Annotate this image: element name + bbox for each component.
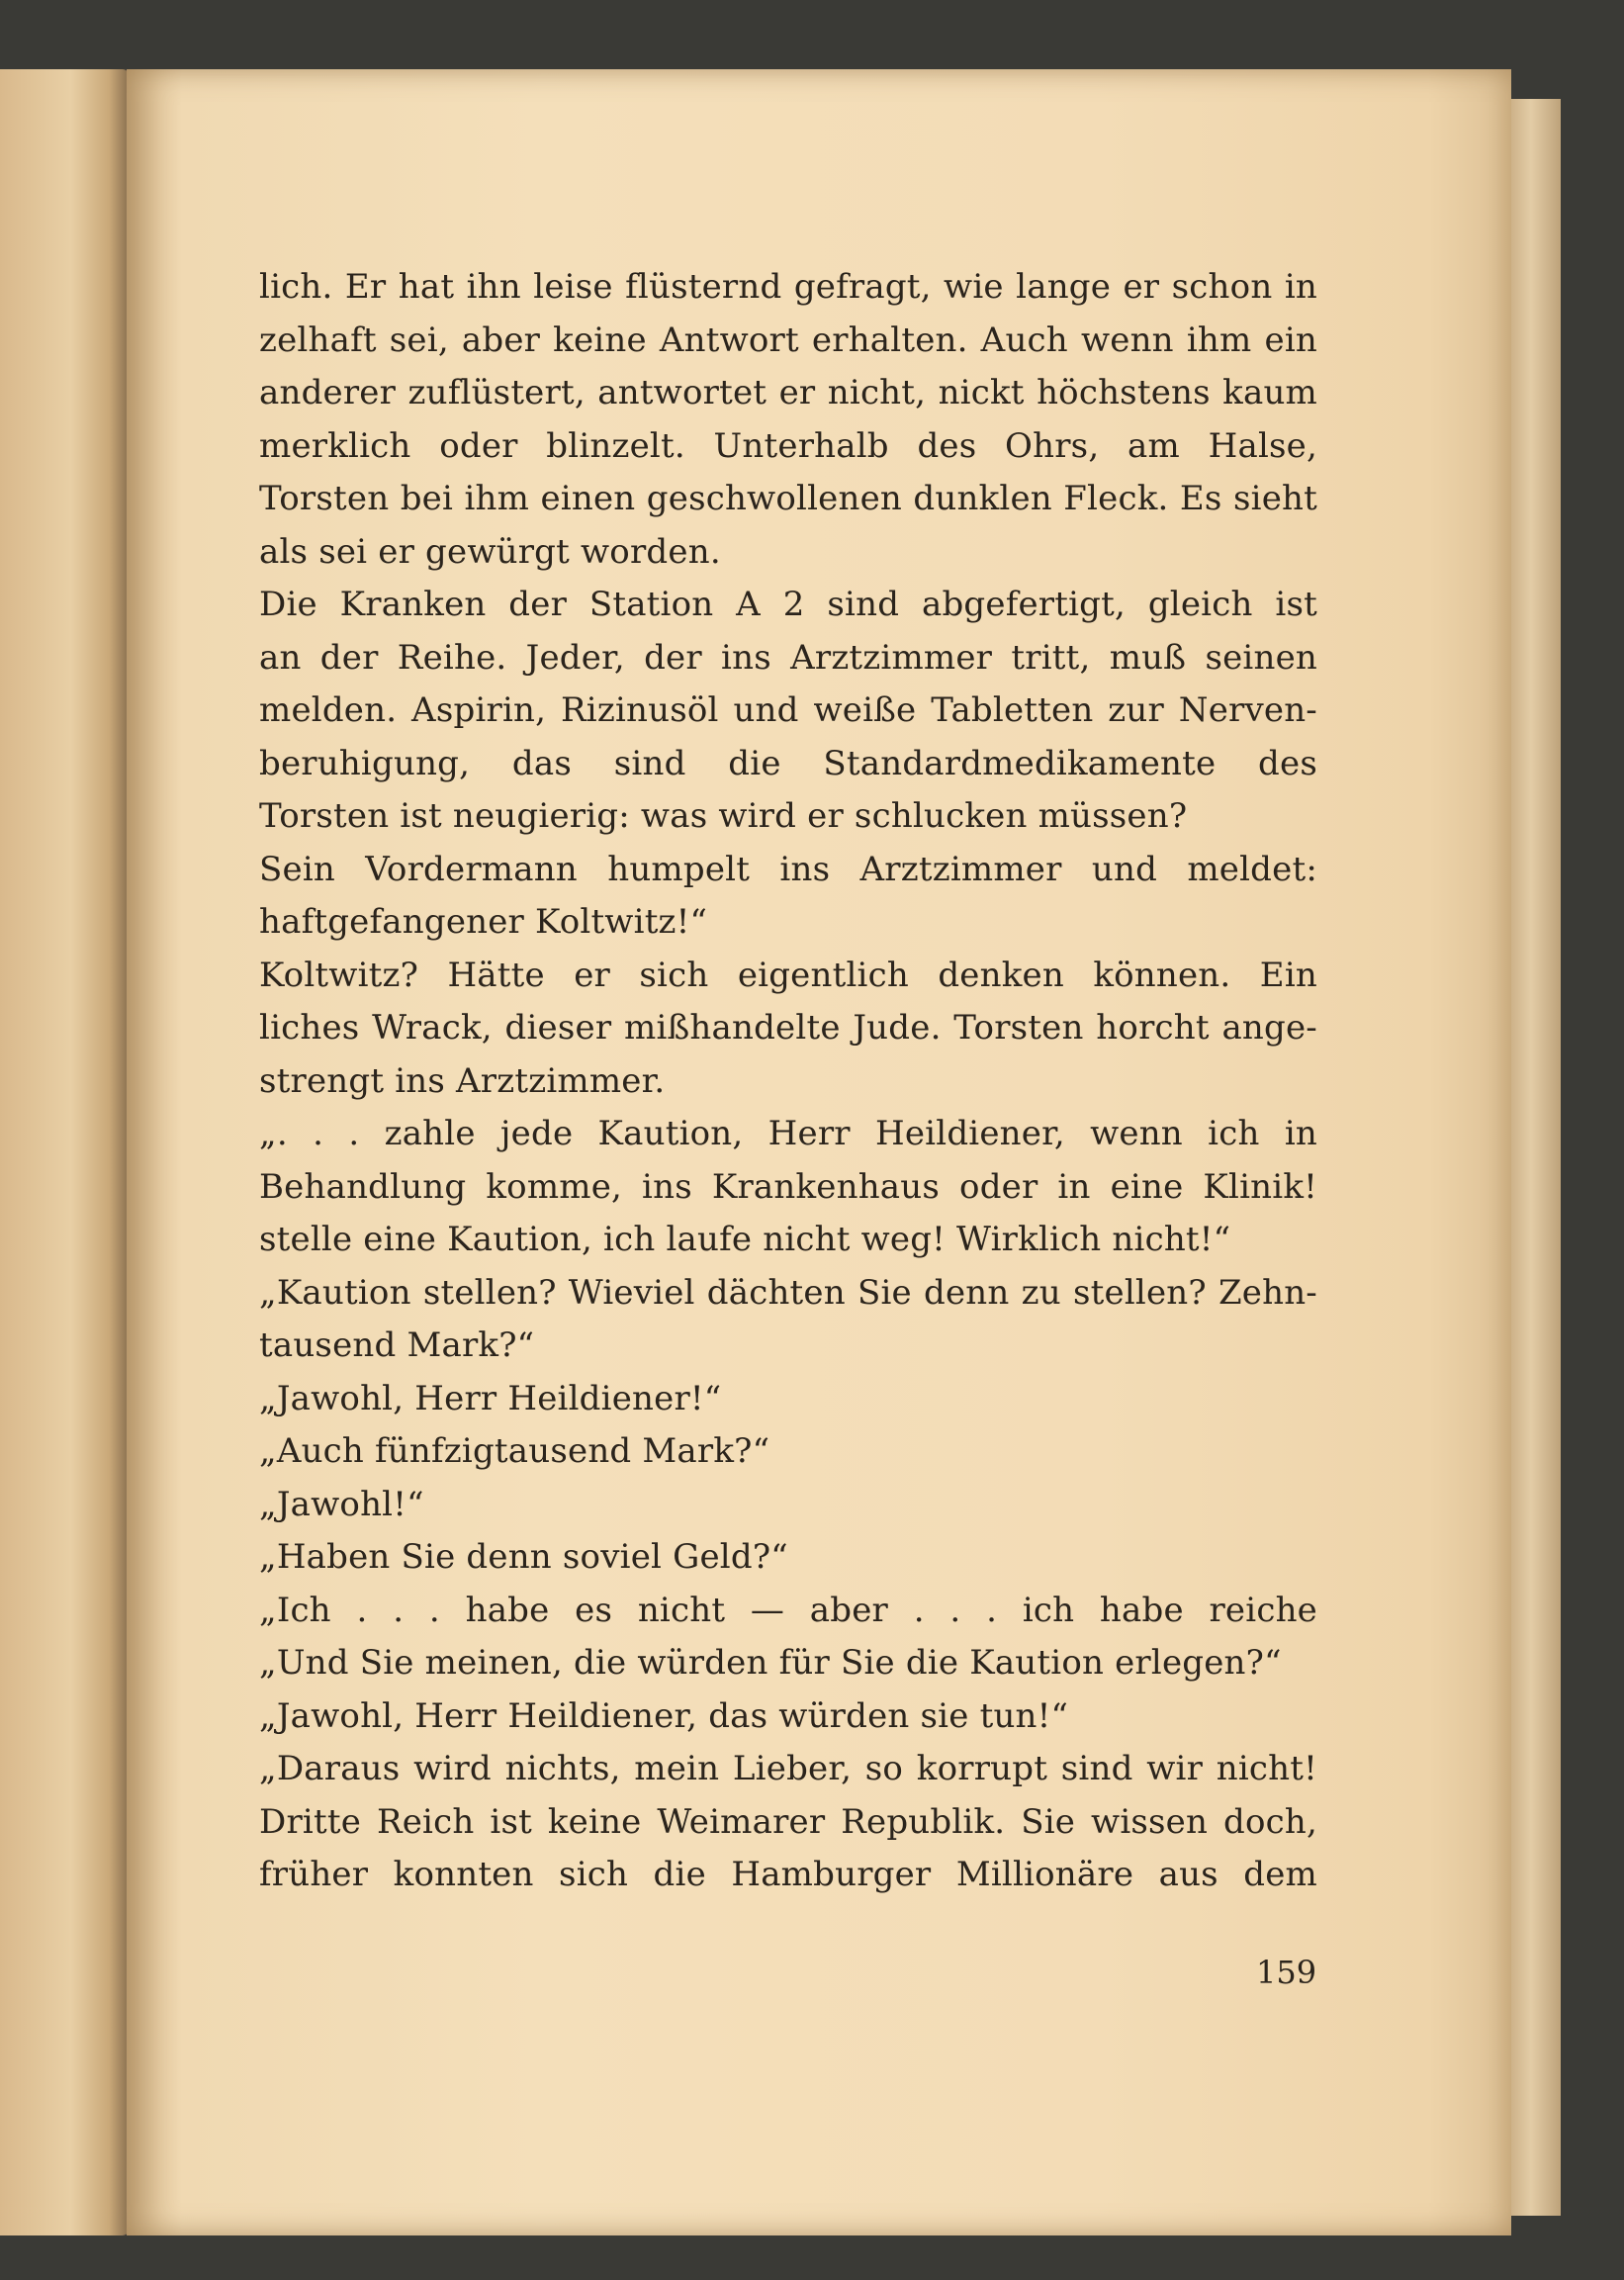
text-line: Sein Vordermann humpelt ins Arztzimmer und meldet: [259, 849, 1317, 889]
text-line: „Jawohl!“ [259, 1484, 424, 1524]
facing-page-edge [0, 69, 129, 2235]
text-line: strengt ins Arztzimmer. [259, 1060, 666, 1101]
page-number: 159 [1256, 1954, 1317, 1991]
page-stack-edge [1511, 99, 1561, 2216]
text-line: als sei er gewürgt worden. [259, 531, 721, 572]
text-line: lich. Er hat ihn leise flüsternd gefragt, wie lange er schon in [259, 267, 1317, 307]
text-line: an der Reihe. Jeder, der ins Arztzimmer tritt, muß seinen [259, 637, 1317, 678]
text-line: stelle eine Kaution, ich laufe nicht weg! Wirklich nicht!“ [259, 1220, 1231, 1259]
text-line: „Jawohl, Herr Heildiener, das würden sie tun!“ [259, 1695, 1069, 1736]
text-line: Torsten bei ihm einen geschwollenen dunklen Fleck. Es sieht [259, 479, 1317, 518]
text-line: „. . . zahle jede Kaution, Herr Heildiener, wenn ich in [259, 1114, 1317, 1153]
text-line: Die Kranken der Station A 2 sind abgefertigt, gleich ist [259, 585, 1317, 624]
text-line: „Daraus wird nichts, mein Lieber, so korrupt sind wir nicht! [259, 1749, 1317, 1788]
text-line: „Jawohl, Herr Heildiener!“ [259, 1378, 722, 1418]
text-line: Behandlung komme, ins Krankenhaus oder in eine Klinik! [259, 1166, 1317, 1207]
text-line: Torsten ist neugierig: was wird er schlucken müssen? [259, 796, 1188, 836]
text-line: „Kaution stellen? Wieviel dächten Sie denn zu stellen? Zehn- [259, 1272, 1317, 1313]
text-line: „Auch fünfzigtausend Mark?“ [259, 1431, 770, 1471]
text-line: tausend Mark?“ [259, 1325, 535, 1365]
text-line: „Ich . . . habe es nicht — aber . . . ich habe reiche [259, 1590, 1317, 1630]
text-line: liches Wrack, dieser mißhandelte Jude. Torsten horcht ange- [259, 1008, 1317, 1048]
text-line: „Und Sie meinen, die würden für Sie die Kaution erlegen?“ [259, 1643, 1282, 1683]
text-line: merklich oder blinzelt. Unterhalb des Ohrs, am Halse, [259, 425, 1317, 466]
text-line: früher konnten sich die Hamburger Millionäre aus dem [259, 1855, 1317, 1894]
text-line: zelhaft sei, aber keine Antwort erhalten. Auch wenn ihm ein [259, 319, 1317, 360]
text-line: „Haben Sie denn soviel Geld?“ [259, 1537, 788, 1577]
text-line: haftgefangener Koltwitz!“ [259, 902, 708, 942]
text-line: beruhigung, das sind die Standardmedikamente des [259, 743, 1317, 783]
text-line: anderer zuflüstert, antwortet er nicht, nickt höchstens kaum [259, 373, 1317, 412]
text-line: Koltwitz? Hätte er sich eigentlich denken können. Ein [259, 955, 1317, 995]
text-line: melden. Aspirin, Rizinusöl und weiße Tabletten zur Nerven- [259, 690, 1317, 730]
body-text [259, 261, 1317, 1902]
text-line: Dritte Reich ist keine Weimarer Republik. Sie wissen doch, [259, 1801, 1317, 1842]
